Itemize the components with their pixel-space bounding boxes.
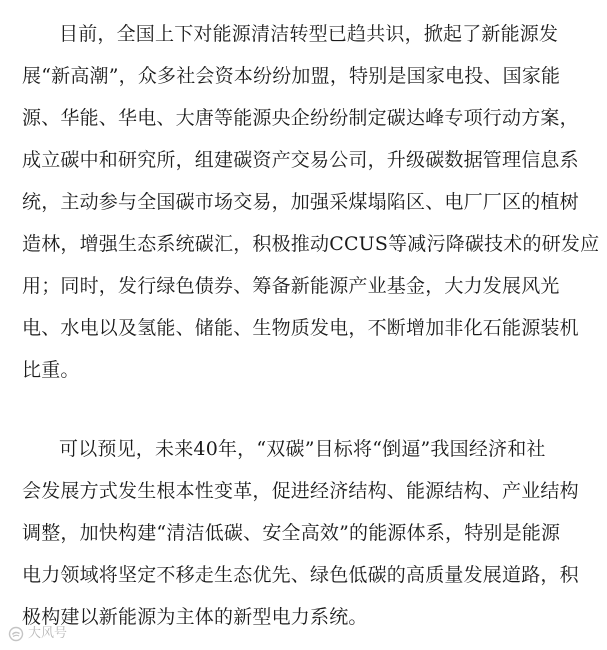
paragraph-2-line-4: 电力领域将坚定不移走生态优先、绿色低碳的高质量发展道路，积 — [22, 564, 579, 586]
paragraph-2-line-3: 调整，加快构建“清洁低碳、安全高效”的能源体系，特别是能源 — [22, 522, 561, 544]
paragraph-1-line-5: 统，主动参与全国碳市场交易，加强采煤塌陷区、电厂厂区的植树 — [22, 191, 579, 213]
paragraph-1-line-7: 用；同时，发行绿色债券、筹备新能源产业基金，大力发展风光 — [22, 275, 560, 297]
paragraph-2-line-2: 会发展方式发生根本性变革，促进经济结构、能源结构、产业结构 — [22, 480, 579, 502]
paragraph-1-line-1: 目前，全国上下对能源清洁转型已趋共识，掀起了新能源发 — [59, 23, 559, 45]
paragraph-1-line-4: 成立碳中和研究所，组建碳资产交易公司，升级碳数据管理信息系 — [22, 149, 579, 171]
wind-logo-icon — [8, 626, 24, 642]
paragraph-1-line-9: 比重。 — [22, 359, 80, 381]
paragraph-1-line-3: 源、华能、华电、大唐等能源央企纷纷制定碳达峰专项行动方案， — [22, 107, 579, 129]
paragraph-1-line-2: 展“新高潮”，众多社会资本纷纷加盟，特别是国家电投、国家能 — [22, 65, 561, 87]
source-watermark — [8, 626, 67, 642]
watermark-text: 大风号 — [28, 626, 68, 641]
paragraph-1-line-6: 造林，增强生态系统碳汇，积极推动CCUS等减污降碳技术的研发应 — [22, 233, 600, 255]
paragraph-1-line-8: 电、水电以及氢能、储能、生物质发电，不断增加非化石能源装机 — [22, 317, 579, 339]
paragraph-2-line-1: 可以预见，未来40年，“双碳”目标将“倒逼”我国经济和社 — [59, 438, 546, 460]
paragraph-2-line-5: 极构建以新能源为主体的新型电力系统。 — [22, 606, 368, 628]
